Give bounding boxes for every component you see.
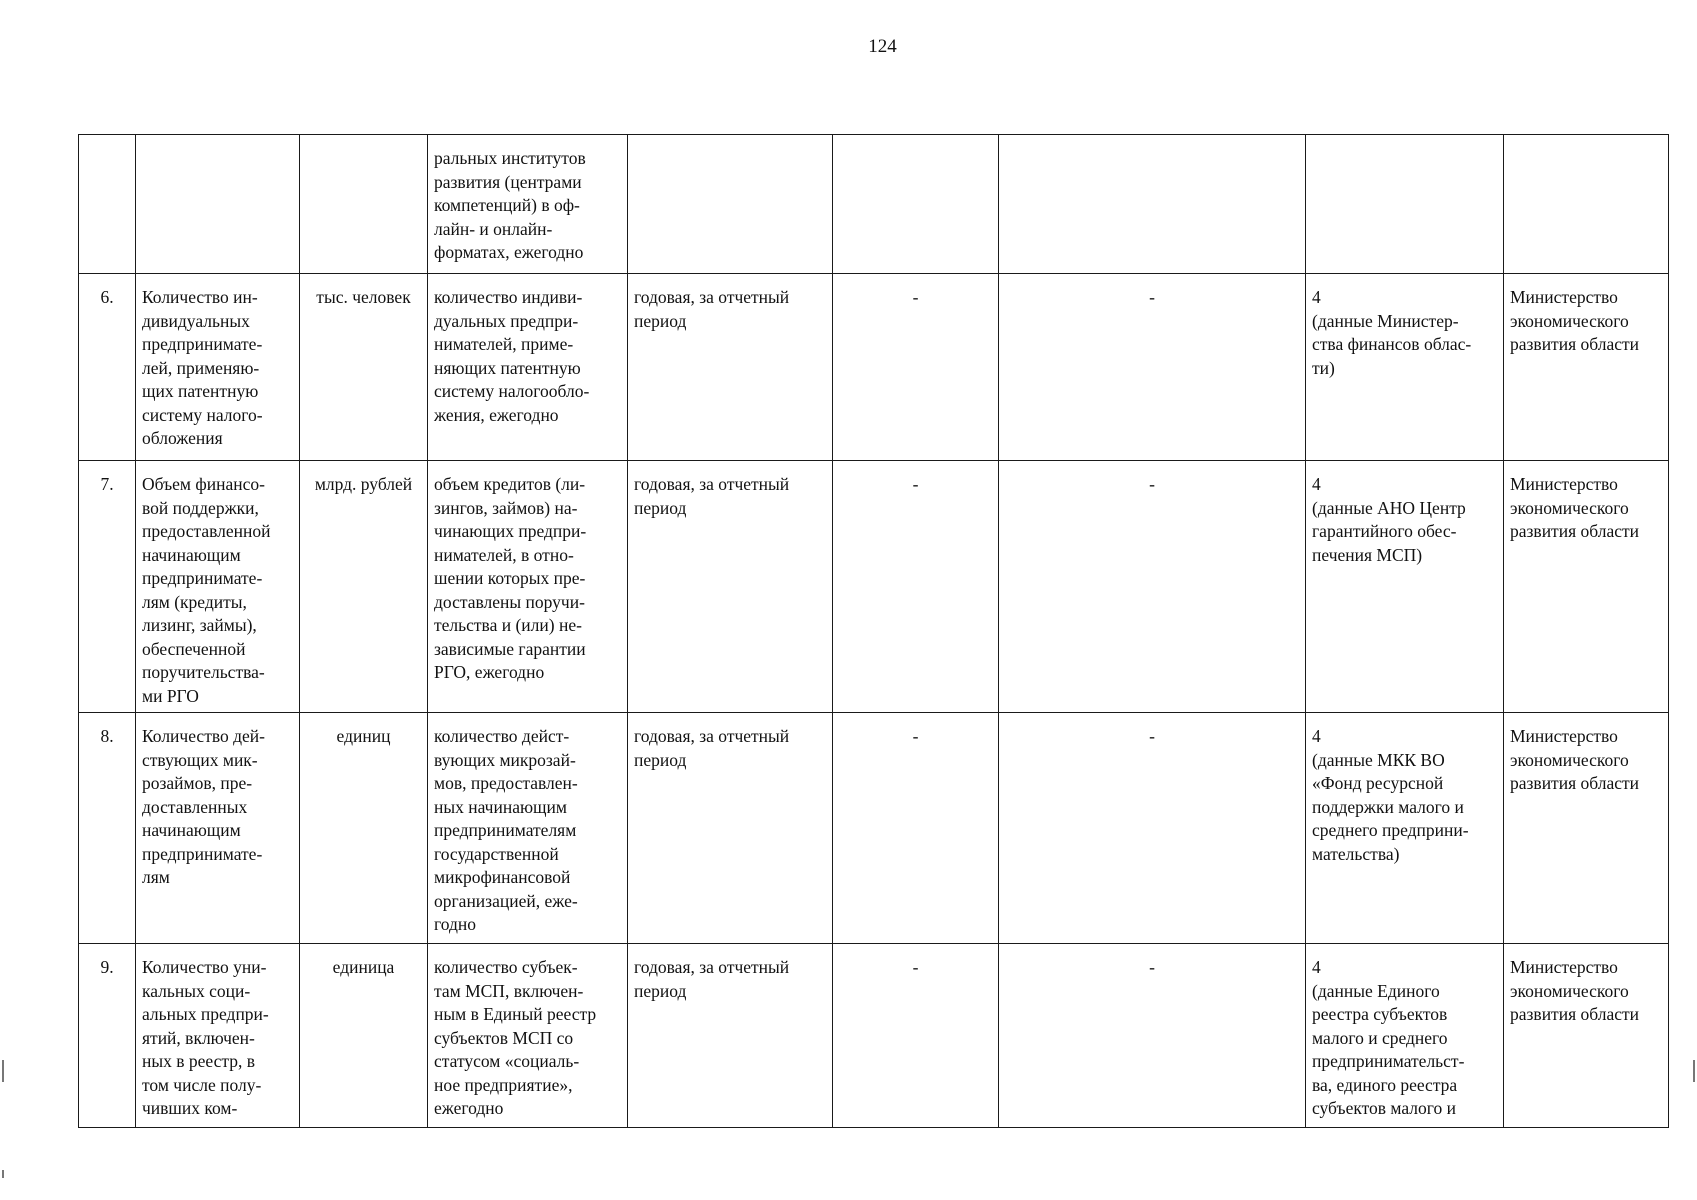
data-source: 4 (данные Единого реестра субъектов малого и среднего предпринимательст- ва, единого реестра субъектов малого и xyxy=(1306,944,1504,1128)
calculation-method: количество индиви- дуальных предпри- нимателей, приме- няющих патентную систему налогообло- жения, ежегодно xyxy=(428,274,628,461)
table-row xyxy=(79,713,1669,944)
responsible-body xyxy=(1504,135,1669,274)
data-source: 4 (данные МКК ВО «Фонд ресурсной поддержки малого и среднего предприни- мательства) xyxy=(1306,713,1504,944)
value-cell: - xyxy=(833,713,999,944)
value-cell: - xyxy=(833,944,999,1128)
indicator-name: Количество дей- ствующих мик- розаймов, пре- доставленных начинающим предпринимате- лям xyxy=(136,713,300,944)
table-row xyxy=(79,274,1669,461)
unit-of-measure: тыс. человек xyxy=(300,274,428,461)
row-number: 7. xyxy=(79,461,136,713)
indicator-name: Количество ин- дивидуальных предпринимате- лей, применяю- щих патентную систему налого- обложения xyxy=(136,274,300,461)
scan-edge-mark xyxy=(2,1060,4,1082)
calculation-method: количество дейст- вующих микрозай- мов, предоставлен- ных начинающим предпринимателям государственной микрофинансовой организацией, еже- годно xyxy=(428,713,628,944)
value-cell: - xyxy=(999,274,1306,461)
reporting-period xyxy=(628,135,833,274)
row-number xyxy=(79,135,136,274)
scan-edge-mark xyxy=(1693,1060,1695,1082)
responsible-body: Министерство экономического развития области xyxy=(1504,274,1669,461)
responsible-body: Министерство экономического развития области xyxy=(1504,944,1669,1128)
indicators-table xyxy=(78,134,1669,1128)
value-cell xyxy=(999,135,1306,274)
indicator-name xyxy=(136,135,300,274)
calculation-method: ральных институтов развития (центрами компетенций) в оф- лайн- и онлайн- форматах, ежегодно xyxy=(428,135,628,274)
scan-edge-mark xyxy=(2,1170,4,1178)
data-source xyxy=(1306,135,1504,274)
value-cell: - xyxy=(999,944,1306,1128)
value-cell: - xyxy=(833,274,999,461)
calculation-method: количество субъек- там МСП, включен- ным в Единый реестр субъектов МСП со статусом «социаль- ное предприятие», ежегодно xyxy=(428,944,628,1128)
responsible-body: Министерство экономического развития области xyxy=(1504,461,1669,713)
indicator-name: Объем финансо- вой поддержки, предоставленной начинающим предпринимате- лям (кредиты, лизинг, займы), обеспеченной поручительства- ми РГО xyxy=(136,461,300,713)
value-cell: - xyxy=(833,461,999,713)
row-number: 6. xyxy=(79,274,136,461)
unit-of-measure xyxy=(300,135,428,274)
page-number: 124 xyxy=(868,36,897,57)
calculation-method: объем кредитов (ли- зингов, займов) на- чинающих предпри- нимателей, в отно- шении которых пре- доставлены поручи- тельства и (или) не- зависимые гарантии РГО, ежегодно xyxy=(428,461,628,713)
value-cell xyxy=(833,135,999,274)
row-number: 9. xyxy=(79,944,136,1128)
row-number: 8. xyxy=(79,713,136,944)
table-row xyxy=(79,944,1669,1128)
table-row xyxy=(79,135,1669,274)
table-row xyxy=(79,461,1669,713)
reporting-period: годовая, за отчетный период xyxy=(628,713,833,944)
value-cell: - xyxy=(999,461,1306,713)
reporting-period: годовая, за отчетный период xyxy=(628,461,833,713)
responsible-body: Министерство экономического развития области xyxy=(1504,713,1669,944)
data-source: 4 (данные АНО Центр гарантийного обес- печения МСП) xyxy=(1306,461,1504,713)
unit-of-measure: единица xyxy=(300,944,428,1128)
value-cell: - xyxy=(999,713,1306,944)
indicator-name: Количество уни- кальных соци- альных предпри- ятий, включен- ных в реестр, в том числе полу- чивших ком- xyxy=(136,944,300,1128)
unit-of-measure: млрд. рублей xyxy=(300,461,428,713)
reporting-period: годовая, за отчетный период xyxy=(628,944,833,1128)
unit-of-measure: единиц xyxy=(300,713,428,944)
reporting-period: годовая, за отчетный период xyxy=(628,274,833,461)
data-source: 4 (данные Министер- ства финансов облас- ти) xyxy=(1306,274,1504,461)
